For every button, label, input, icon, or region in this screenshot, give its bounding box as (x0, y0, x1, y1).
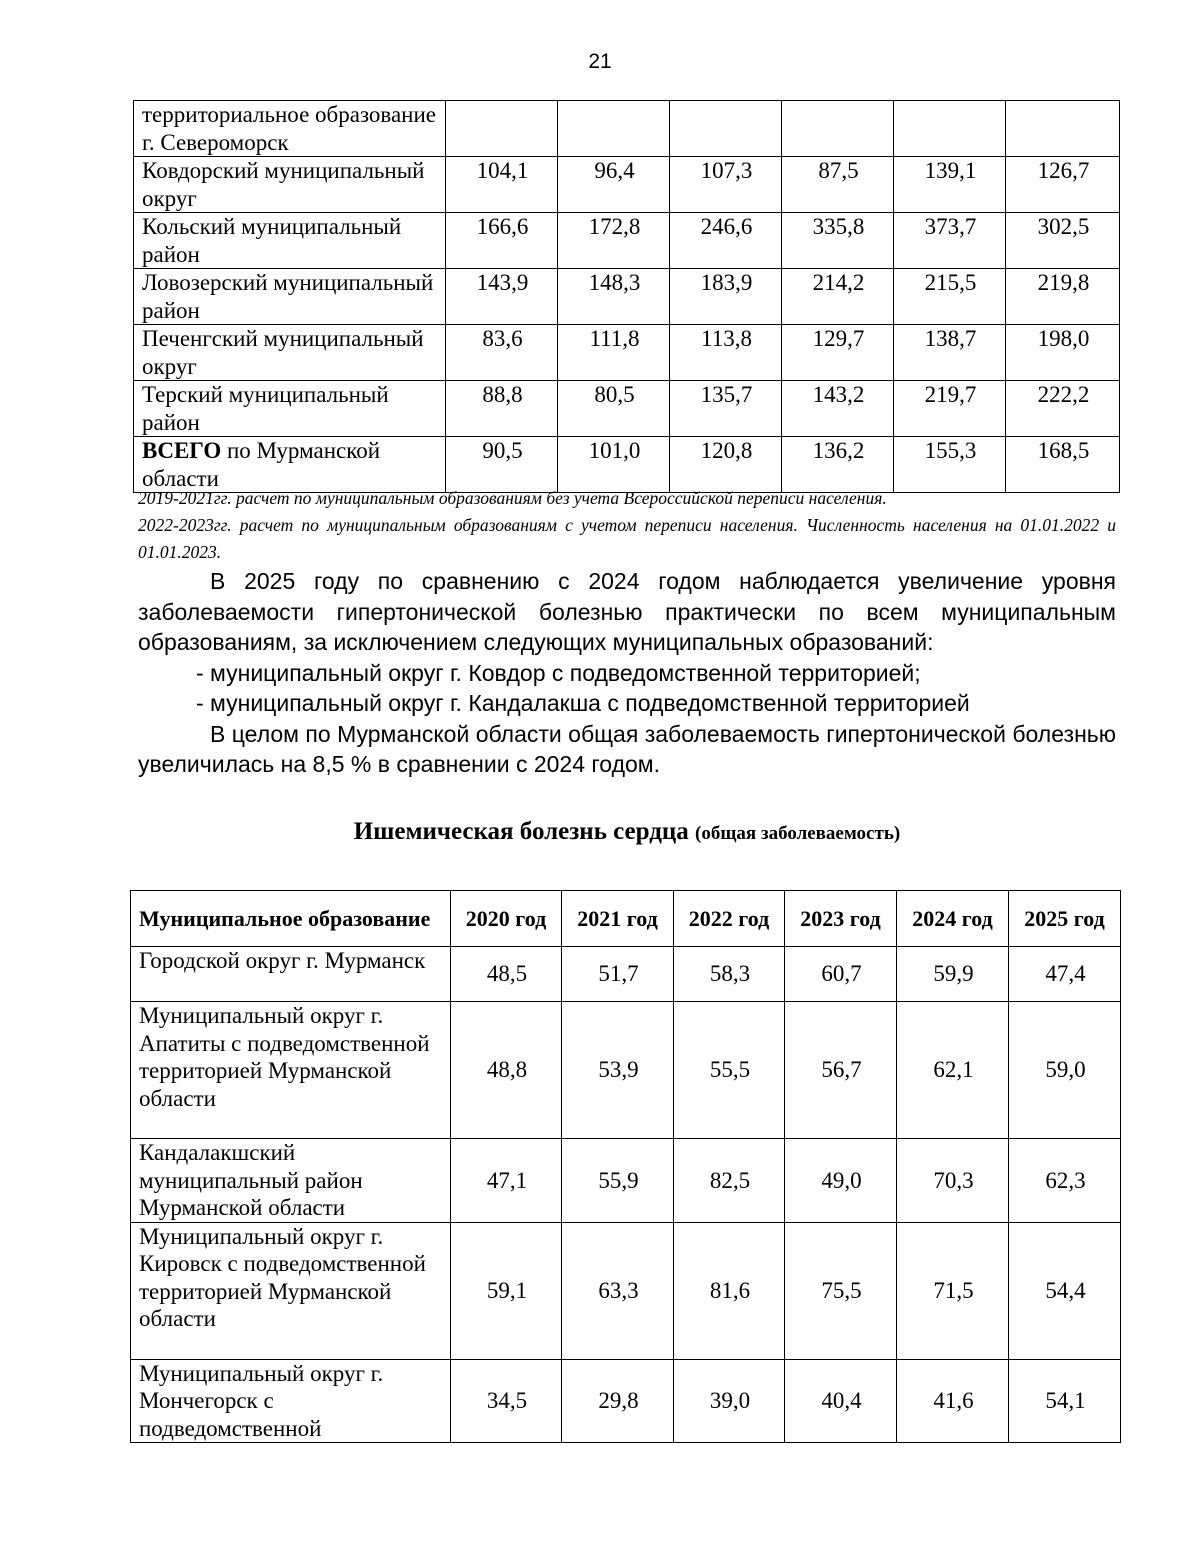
hypertension-table-continued (133, 100, 1120, 493)
table-cell: 111,8 (558, 325, 670, 381)
row-name: Кольский муниципальный район (134, 213, 446, 269)
section-title-sub: (общая заболеваемость) (695, 823, 901, 844)
table-cell (670, 101, 782, 157)
table-cell: 82,5 (674, 1139, 785, 1223)
table-cell: 80,5 (558, 381, 670, 437)
row-name: Кандалакшский муниципальный район Мурманской области (131, 1139, 451, 1223)
ischemic-heart-disease-table (130, 890, 1121, 1443)
table-cell: 168,5 (1006, 437, 1120, 493)
table-cell: 63,3 (562, 1222, 674, 1359)
note-line: 2022-2023гг. расчет по муниципальным образованиям с учетом переписи населения. Численность населения на 01.01.2022 и 01.01.2023. (138, 515, 1116, 562)
table-row (131, 1359, 1121, 1443)
table-cell: 54,1 (1009, 1359, 1121, 1443)
table-cell: 40,4 (785, 1359, 897, 1443)
paragraph: В 2025 году по сравнению с 2024 годом наблюдается увеличение уровня заболеваемости гипертонической болезнью практически по всем муниципальным образованиям, за исключением следующих муниципальных образований: (138, 568, 1116, 655)
body-text (138, 566, 1116, 780)
table-cell: 87,5 (782, 157, 894, 213)
table-row (134, 157, 1120, 213)
table-cell: 155,3 (894, 437, 1006, 493)
table-cell: 219,7 (894, 381, 1006, 437)
section-title (0, 818, 1200, 846)
table-cell: 148,3 (558, 269, 670, 325)
table-cell (1006, 101, 1120, 157)
table-cell (894, 101, 1006, 157)
table-row (131, 947, 1121, 1002)
table-cell: 41,6 (897, 1359, 1009, 1443)
table-cell: 34,5 (451, 1359, 562, 1443)
table-cell: 143,2 (782, 381, 894, 437)
column-header: 2020 год (451, 891, 562, 947)
table-row (131, 1002, 1121, 1139)
row-name: Ковдорский муниципальный округ (134, 157, 446, 213)
table-cell: 143,9 (446, 269, 558, 325)
total-label-bold: ВСЕГО (142, 438, 222, 463)
table-cell: 47,1 (451, 1139, 562, 1223)
table-cell (446, 101, 558, 157)
table-cell: 62,1 (897, 1002, 1009, 1139)
table-cell: 126,7 (1006, 157, 1120, 213)
table-cell: 58,3 (674, 947, 785, 1002)
table-cell: 53,9 (562, 1002, 674, 1139)
table-cell: 48,5 (451, 947, 562, 1002)
table-cell: 139,1 (894, 157, 1006, 213)
row-name: Терский муниципальный район (134, 381, 446, 437)
table-cell: 172,8 (558, 213, 670, 269)
table-cell: 101,0 (558, 437, 670, 493)
table-cell: 107,3 (670, 157, 782, 213)
row-name: Ловозерский муниципальный район (134, 269, 446, 325)
column-header: 2025 год (1009, 891, 1121, 947)
table-cell: 55,9 (562, 1139, 674, 1223)
table-cell: 83,6 (446, 325, 558, 381)
table-cell: 373,7 (894, 213, 1006, 269)
table-cell: 54,4 (1009, 1222, 1121, 1359)
table-cell: 62,3 (1009, 1139, 1121, 1223)
table-cell: 60,7 (785, 947, 897, 1002)
table-cell: 129,7 (782, 325, 894, 381)
row-name: Печенгский муниципальный округ (134, 325, 446, 381)
table-cell: 222,2 (1006, 381, 1120, 437)
table-cell: 48,8 (451, 1002, 562, 1139)
list-item: - муниципальный округ г. Ковдор с подведомственной территорией; (196, 659, 921, 686)
column-header: 2021 год (562, 891, 674, 947)
table-row (134, 101, 1120, 157)
table-cell: 71,5 (897, 1222, 1009, 1359)
paragraph: В целом по Мурманской области общая заболеваемость гипертонической болезнью увеличилась на 8,5 % в сравнении с 2024 годом. (138, 720, 1116, 777)
table-row (134, 381, 1120, 437)
table-cell: 90,5 (446, 437, 558, 493)
table-cell: 51,7 (562, 947, 674, 1002)
table-cell: 59,0 (1009, 1002, 1121, 1139)
total-label-rest: по Мурманской области (142, 438, 381, 491)
table-cell: 219,8 (1006, 269, 1120, 325)
table-cell: 70,3 (897, 1139, 1009, 1223)
row-name: территориальное образование г. Североморск (134, 101, 446, 157)
table-cell: 183,9 (670, 269, 782, 325)
table-cell: 104,1 (446, 157, 558, 213)
section-title-main: Ишемическая болезнь сердца (353, 818, 689, 845)
table-cell: 47,4 (1009, 947, 1121, 1002)
table-cell: 113,8 (670, 325, 782, 381)
row-name: Муниципальный округ г. Мончегорск с подведомственной (131, 1359, 451, 1443)
note-line: 2019-2021гг. расчет по муниципальным образованиям без учета Всероссийской переписи населения. (138, 488, 887, 508)
table-row (134, 213, 1120, 269)
table-cell: 302,5 (1006, 213, 1120, 269)
table-row (134, 325, 1120, 381)
list-item: - муниципальный округ г. Кандалакша с подведомственной территорией (196, 690, 970, 716)
table-cell: 215,5 (894, 269, 1006, 325)
row-name: Городской округ г. Мурманск (131, 947, 451, 1002)
table-row (134, 269, 1120, 325)
table-cell: 198,0 (1006, 325, 1120, 381)
column-header: Муниципальное образование (131, 891, 451, 947)
table-cell: 59,1 (451, 1222, 562, 1359)
table-row (131, 1222, 1121, 1359)
table-cell: 56,7 (785, 1002, 897, 1139)
table-cell: 55,5 (674, 1002, 785, 1139)
column-header: 2023 год (785, 891, 897, 947)
table-cell: 246,6 (670, 213, 782, 269)
row-name: Муниципальный округ г. Апатиты с подведомственной территорией Мурманской области (131, 1002, 451, 1139)
table-cell (558, 101, 670, 157)
column-header: 2024 год (897, 891, 1009, 947)
table-cell: 39,0 (674, 1359, 785, 1443)
table-cell: 88,8 (446, 381, 558, 437)
table-cell: 120,8 (670, 437, 782, 493)
table-cell: 49,0 (785, 1139, 897, 1223)
table-cell: 96,4 (558, 157, 670, 213)
table-cell (782, 101, 894, 157)
page-number: 21 (588, 50, 612, 73)
table-cell: 166,6 (446, 213, 558, 269)
table-cell: 75,5 (785, 1222, 897, 1359)
table-cell: 59,9 (897, 947, 1009, 1002)
table-cell: 335,8 (782, 213, 894, 269)
table-cell: 135,7 (670, 381, 782, 437)
table-notes (138, 485, 1116, 566)
table-cell: 81,6 (674, 1222, 785, 1359)
row-name: Муниципальный округ г. Кировск с подведомственной территорией Мурманской области (131, 1222, 451, 1359)
table-cell: 214,2 (782, 269, 894, 325)
table-header-row (131, 891, 1121, 947)
table-cell: 138,7 (894, 325, 1006, 381)
table-cell: 29,8 (562, 1359, 674, 1443)
table-cell: 136,2 (782, 437, 894, 493)
table-row (131, 1139, 1121, 1223)
column-header: 2022 год (674, 891, 785, 947)
